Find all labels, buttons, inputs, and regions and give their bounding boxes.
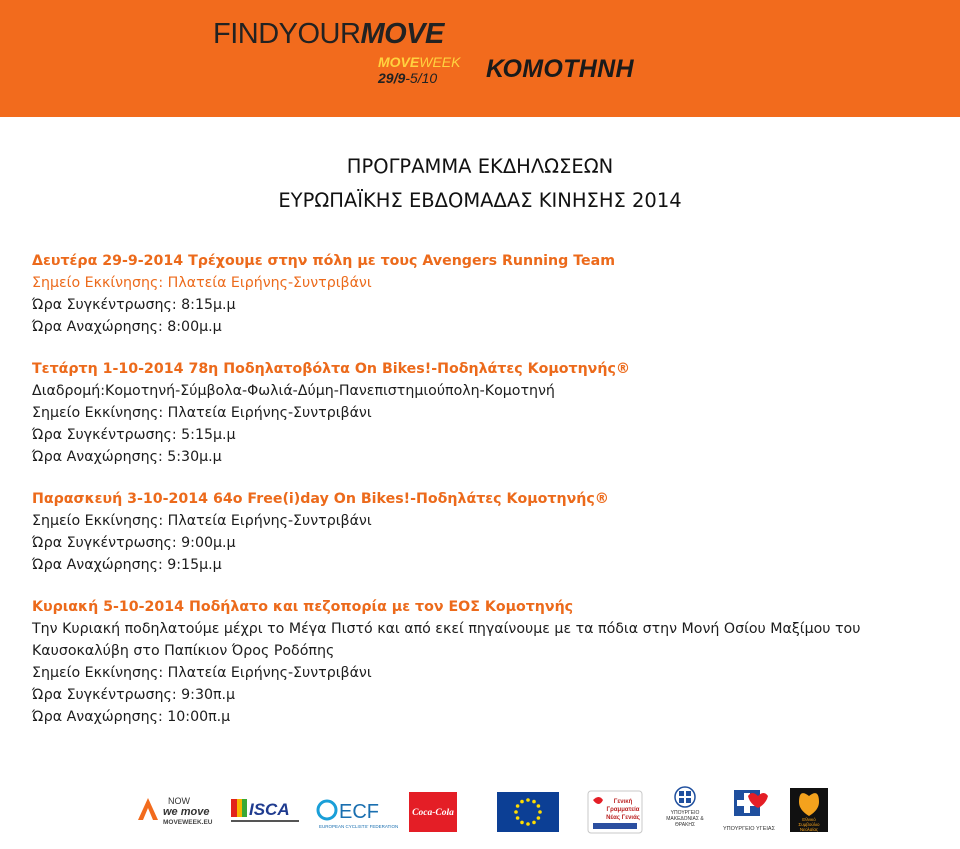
event-meeting-time: Ώρα Συγκέντρωσης: 8:15μ.μ [32, 297, 236, 313]
youth-council-logo [790, 788, 828, 840]
event-item [32, 250, 942, 338]
event-item [32, 358, 942, 468]
event-route: Διαδρομή:Κομοτηνή-Σύμβολα-Φωλιά-Δύμη-Πανεπιστημιούπολη-Κομοτηνή [32, 383, 555, 399]
event-list [32, 250, 942, 748]
event-heading: Δευτέρα 29-9-2014 Τρέχουμε στην πόλη με τους Avengers Running Team [32, 253, 616, 269]
moveweek-light: WEEK [419, 54, 461, 70]
ministry-health-text: ΥΠΟΥΡΓΕΙΟ ΥΓΕΙΑΣ [723, 826, 775, 832]
nowwemove-line3: MOVEWEEK.EU [163, 819, 213, 826]
event-departure-time: Ώρα Αναχώρησης: 9:15μ.μ [32, 557, 222, 573]
youth-council-line2: Συμβούλιο [798, 822, 820, 827]
event-departure-time: Ώρα Αναχώρησης: 5:30μ.μ [32, 449, 222, 465]
event-start-point: Σημείο Εκκίνησης: Πλατεία Ειρήνης-Συντριβάνι [32, 665, 372, 681]
youth-council-line1: Εθνικό [802, 817, 816, 822]
cocacola-logo [409, 792, 457, 844]
nowwemove-line1: NOW [168, 796, 190, 806]
ecf-logo [317, 796, 399, 848]
event-description: Την Κυριακή ποδηλατούμε μέχρι το Μέγα Πιστό και από εκεί πηγαίνουμε με τα πόδια στην Μονή Οσίου Μαξίμου του Καυσοκαλύβη στο Παπίκιον Όρος Ροδόπης [32, 621, 861, 659]
event-item [32, 596, 942, 728]
event-meeting-time: Ώρα Συγκέντρωσης: 9:30π.μ [32, 687, 236, 703]
event-meeting-time: Ώρα Συγκέντρωσης: 5:15μ.μ [32, 427, 236, 443]
event-start-point: Σημείο Εκκίνησης: Πλατεία Ειρήνης-Συντριβάνι [32, 405, 372, 421]
cocacola-text: Coca-Cola [412, 808, 454, 818]
gg-line3: Νέας Γενιάς [606, 815, 640, 821]
ministry-macedonia-logo [660, 784, 710, 836]
ecf-sub: EUROPEAN CYCLISTS' FEDERATION [319, 824, 399, 829]
title-line-2: ΕΥΡΩΠΑΪΚΗΣ ΕΒΔΟΜΑΔΑΣ ΚΙΝΗΣΗΣ 2014 [278, 189, 682, 212]
moveweek-bold: MOVE [378, 54, 420, 70]
ministry-macedonia-text: ΥΠΟΥΡΓΕΙΟ ΜΑΚΕΔΟΝΙΑΣ & ΘΡΑΚΗΣ [666, 810, 704, 828]
page-title [0, 150, 960, 218]
gg-line2: Γραμματεία [606, 807, 640, 813]
event-heading: Τετάρτη 1-10-2014 78η Ποδηλατοβόλτα On Bikes!-Ποδηλάτες Κομοτηνής® [32, 361, 631, 377]
sponsor-logos [0, 780, 960, 840]
gg-line1: Γενική [613, 799, 633, 805]
event-heading: Παρασκευή 3-10-2014 64ο Free(i)day On Bikes!-Ποδηλάτες Κομοτηνής® [32, 491, 609, 507]
eu-flag-logo [497, 792, 559, 844]
brand-bold: MOVE [360, 18, 444, 50]
brand-logo [213, 20, 444, 49]
event-departure-time: Ώρα Αναχώρησης: 8:00μ.μ [32, 319, 222, 335]
title-line-1: ΠΡΟΓΡΑΜΜΑ ΕΚΔΗΛΩΣΕΩΝ [346, 155, 614, 178]
gen-secretariat-youth-logo [587, 790, 643, 842]
event-meeting-time: Ώρα Συγκέντρωσης: 9:00μ.μ [32, 535, 236, 551]
isca-text: ISCA [249, 800, 290, 819]
nowwemove-logo [136, 794, 218, 846]
city-name: ΚΟΜΟΤΗΝΗ [486, 55, 634, 83]
isca-logo [231, 797, 301, 849]
event-departure-time: Ώρα Αναχώρησης: 10:00π.μ [32, 709, 231, 725]
ecf-text: ECF [339, 801, 379, 823]
nowwemove-line2: we move [163, 806, 210, 818]
moveweek-dates [378, 71, 437, 85]
moveweek-logo [378, 55, 460, 69]
header-banner [0, 0, 960, 117]
youth-council-line3: Νεολαίας [799, 827, 819, 832]
event-start-point: Σημείο Εκκίνησης: Πλατεία Ειρήνης-Συντριβάνι [32, 275, 372, 291]
ministry-health-logo [718, 788, 780, 840]
event-start-point: Σημείο Εκκίνησης: Πλατεία Ειρήνης-Συντριβάνι [32, 513, 372, 529]
event-heading: Κυριακή 5-10-2014 Ποδήλατο και πεζοπορία με τον ΕΟΣ Κομοτηνής [32, 599, 574, 615]
event-item [32, 488, 942, 576]
dates-end: -5/10 [405, 70, 438, 86]
brand-light: FINDYOUR [213, 18, 361, 50]
dates-start: 29/9 [378, 70, 406, 86]
